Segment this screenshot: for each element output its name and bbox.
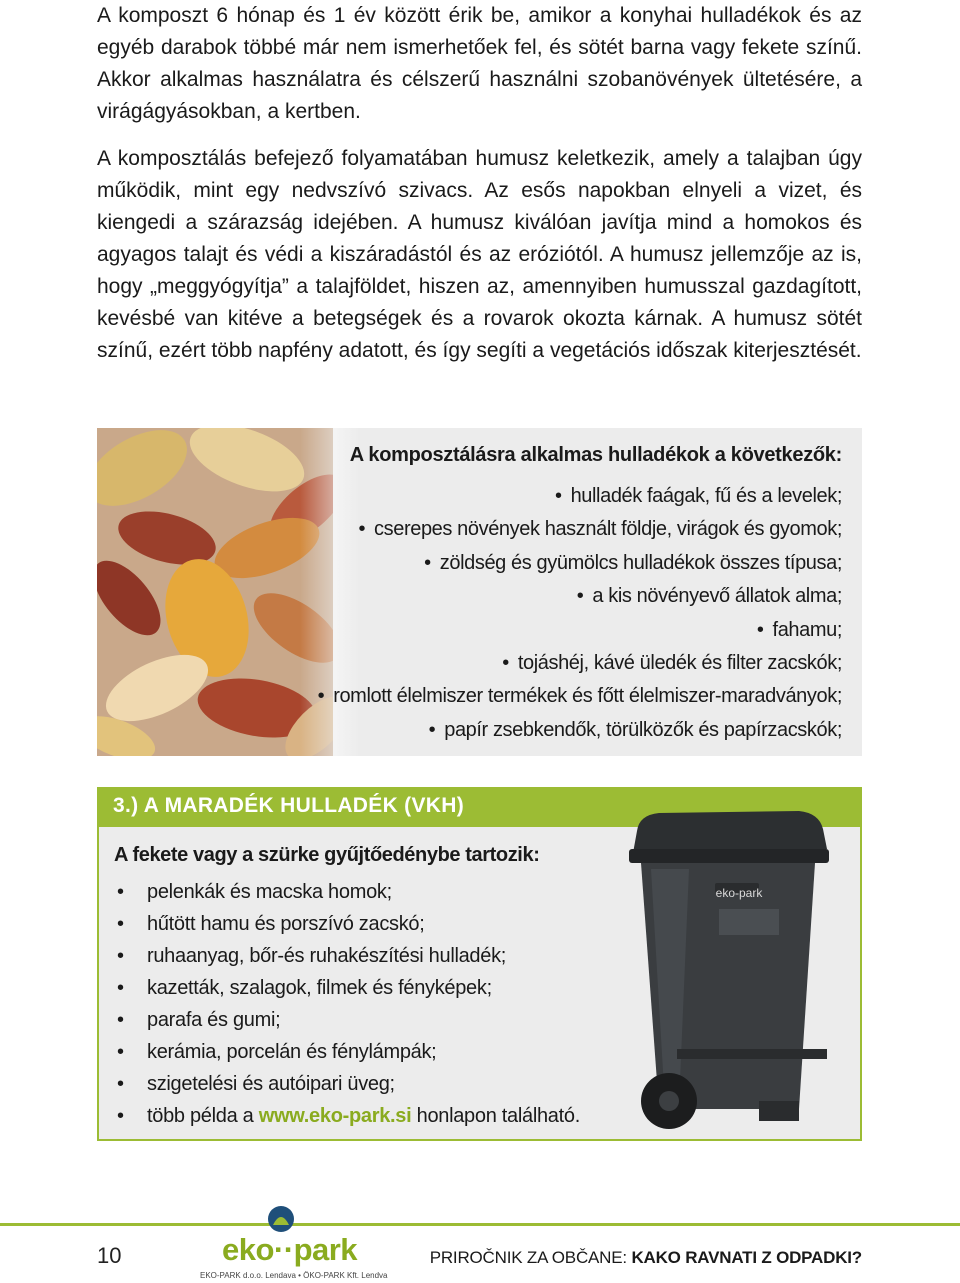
list-item bbox=[114, 1100, 580, 1132]
footer-title-prefix: PRIROČNIK ZA OBČANE: bbox=[429, 1248, 632, 1267]
residual-waste-list bbox=[114, 876, 580, 1132]
list-item: • kerámia, porcelán és fénylámpák; bbox=[114, 1036, 580, 1068]
logo-subtext: EKO-PARK d.o.o. Lendava • ÖKO-PARK Kft. Lendva bbox=[200, 1271, 388, 1280]
list-item: • hulladék faágak, fű és a levelek; bbox=[318, 480, 842, 513]
intro-paragraph-1: A komposzt 6 hónap és 1 év között érik be, amikor a konyhai hulladékok és az egyéb darabok többé már nem ismerhetőek fel, és sötét barna vagy fekete színű. Akkor alkalmas használatra és célszerű használni szobanövények ültetésére, a virágágyásokban, a kertben. bbox=[97, 4, 862, 123]
list-item: • szigetelési és autóipari üveg; bbox=[114, 1068, 580, 1100]
list-item-text: több példa a bbox=[147, 1105, 259, 1127]
compost-suitable-box bbox=[300, 428, 862, 756]
residual-waste-box bbox=[97, 787, 862, 1141]
list-item: • papír zsebkendők, törülközők és papírzacskók; bbox=[318, 714, 842, 747]
list-item: • kazetták, szalagok, filmek és fényképek; bbox=[114, 972, 580, 1004]
list-item: • zöldség és gyümölcs hulladékok összes típusa; bbox=[318, 547, 842, 580]
intro-paragraph-2: A komposztálás befejező folyamatában humusz keletkezik, amely a talajban úgy működik, mint egy nedvszívó szivacs. Az esős napokban elnyeli a vizet, és kiengedi a szárazság idejében. A humusz kiválóan javítja mind a homokos és agyagos talajt és védi a kiszáradástól és az eróziótól. A humusz jellemzője az is, hogy „meggyógyítja” a talajföldet, hiszen az, amennyiben humusszal gazdagított, kevésbé van kitéve a betegségek és a rovarok okozta kárnak. A humusz sötét színű, ezért több napfény adatott, és így segíti a vegetációs időszak kiterjesztését. bbox=[97, 147, 862, 362]
website-link[interactable]: www.eko-park.si bbox=[258, 1105, 412, 1127]
list-item: • cserepes növények használt földje, virágok és gyomok; bbox=[318, 513, 842, 546]
list-item: • tojáshéj, kávé üledék és filter zacskók; bbox=[318, 647, 842, 680]
bin-label: eko-park bbox=[715, 886, 763, 900]
footer-title-bold: KAKO RAVNATI Z ODPADKI? bbox=[631, 1248, 862, 1267]
footer-title bbox=[430, 1248, 862, 1268]
waste-bin-image bbox=[619, 809, 834, 1139]
section-heading: 3.) A MARADÉK HULLADÉK (VKH) bbox=[113, 794, 464, 817]
list-item: • pelenkák és macska homok; bbox=[114, 876, 580, 908]
list-item: • hűtött hamu és porszívó zacskó; bbox=[114, 908, 580, 940]
list-item: • ruhaanyag, bőr-és ruhakészítési hulladék; bbox=[114, 940, 580, 972]
section-subtitle: A fekete vagy a szürke gyűjtőedénybe tartozik: bbox=[114, 844, 540, 866]
compost-title: A komposztálásra alkalmas hulladékok a következők: bbox=[349, 444, 842, 466]
compost-list bbox=[318, 480, 842, 747]
footer-divider bbox=[0, 1223, 960, 1226]
list-item: • fahamu; bbox=[318, 614, 842, 647]
page-number: 10 bbox=[97, 1243, 122, 1268]
list-item: • parafa és gumi; bbox=[114, 1004, 580, 1036]
autumn-leaves-photo bbox=[97, 428, 333, 756]
logo-wordmark: eko··park bbox=[222, 1232, 358, 1267]
list-item-text: honlapon található. bbox=[411, 1105, 580, 1127]
list-item: • romlott élelmiszer termékek és főtt élelmiszer-maradványok; bbox=[318, 680, 842, 713]
list-item: • a kis növényevő állatok alma; bbox=[318, 580, 842, 613]
